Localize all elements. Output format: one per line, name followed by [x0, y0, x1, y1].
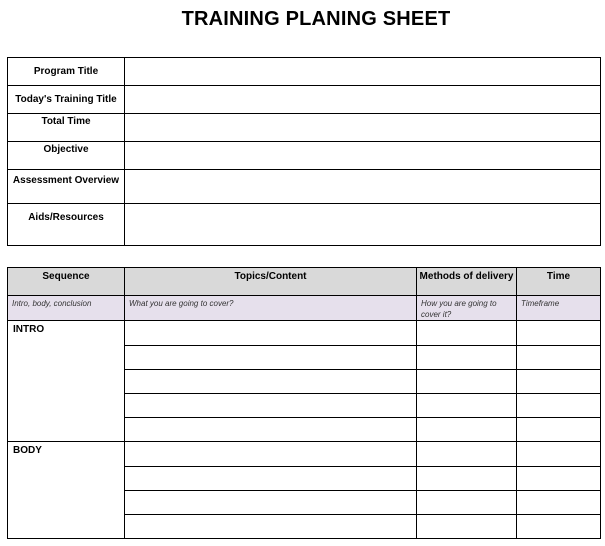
topic-cell[interactable] [125, 370, 417, 394]
topic-cell[interactable] [125, 491, 417, 515]
topic-cell[interactable] [125, 515, 417, 539]
time-cell[interactable] [517, 370, 601, 394]
topic-cell[interactable] [125, 394, 417, 418]
method-cell[interactable] [417, 346, 517, 370]
topic-cell[interactable] [125, 321, 417, 346]
total-time-label: Total Time [8, 114, 125, 142]
method-cell[interactable] [417, 418, 517, 442]
topic-cell[interactable] [125, 467, 417, 491]
time-cell[interactable] [517, 418, 601, 442]
info-row-program-title [8, 58, 601, 86]
topics-hint: What you are going to cover? [125, 296, 417, 321]
time-cell[interactable] [517, 467, 601, 491]
topics-header: Topics/Content [125, 268, 417, 296]
methods-header: Methods of delivery [417, 268, 517, 296]
time-cell[interactable] [517, 442, 601, 467]
body-row [8, 442, 601, 467]
program-info-table [7, 57, 601, 246]
time-cell[interactable] [517, 321, 601, 346]
body-section-label: BODY [8, 442, 125, 539]
total-time-field[interactable] [125, 114, 601, 142]
method-cell[interactable] [417, 467, 517, 491]
time-header: Time [517, 268, 601, 296]
info-row-objective [8, 142, 601, 170]
time-hint: Timeframe [517, 296, 601, 321]
time-cell[interactable] [517, 346, 601, 370]
program-title-field[interactable] [125, 58, 601, 86]
info-row-total-time [8, 114, 601, 142]
plan-header-row [8, 268, 601, 296]
method-cell[interactable] [417, 515, 517, 539]
training-title-label: Today's Training Title [8, 86, 125, 114]
intro-row [8, 321, 601, 346]
topic-cell[interactable] [125, 346, 417, 370]
training-plan-table [7, 267, 601, 539]
method-cell[interactable] [417, 321, 517, 346]
training-title-field[interactable] [125, 86, 601, 114]
aids-resources-field[interactable] [125, 204, 601, 246]
topic-cell[interactable] [125, 442, 417, 467]
objective-label: Objective [8, 142, 125, 170]
program-title-label: Program Title [8, 58, 125, 86]
info-row-aids [8, 204, 601, 246]
assessment-overview-label: Assessment Overview [8, 170, 125, 204]
time-cell[interactable] [517, 515, 601, 539]
sequence-header: Sequence [8, 268, 125, 296]
method-cell[interactable] [417, 370, 517, 394]
assessment-overview-field[interactable] [125, 170, 601, 204]
time-cell[interactable] [517, 491, 601, 515]
info-row-training-title [8, 86, 601, 114]
plan-hint-row [8, 296, 601, 321]
sheet-title: TRAINING PLANING SHEET [181, 8, 451, 30]
info-row-assessment [8, 170, 601, 204]
method-cell[interactable] [417, 394, 517, 418]
sequence-hint: Intro, body, conclusion [8, 296, 125, 321]
method-cell[interactable] [417, 491, 517, 515]
topic-cell[interactable] [125, 418, 417, 442]
intro-section-label: INTRO [8, 321, 125, 442]
time-cell[interactable] [517, 394, 601, 418]
objective-field[interactable] [125, 142, 601, 170]
method-cell[interactable] [417, 442, 517, 467]
methods-hint: How you are going to cover it? [417, 296, 517, 321]
aids-resources-label: Aids/Resources [8, 204, 125, 246]
